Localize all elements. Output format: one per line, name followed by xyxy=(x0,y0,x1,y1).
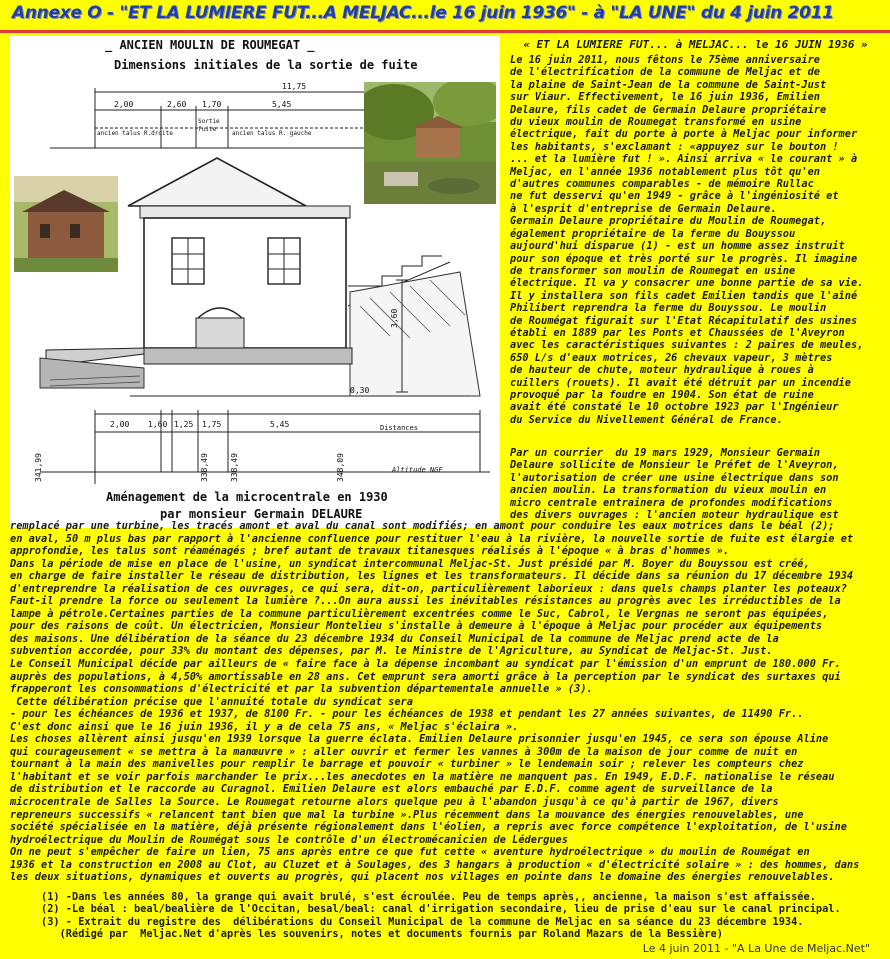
drawing-subheader: Dimensions initiales de la sortie de fuite xyxy=(114,58,418,72)
text-line: Le 16 juin 2011, nous fêtons le 75ème anniversaire xyxy=(510,54,820,66)
text-line: Le Conseil Municipal décide par ailleurs de « faire face à la dépense incombant au syndicat par l'émission d'un emprunt de 180.000 Fr. xyxy=(10,658,841,671)
text-line: pour des raisons de coût. Un électricien, Monsieur Montelieu s'installe à demeure à l'époque à Meljac pour procéder aux équipements xyxy=(10,620,823,633)
text-line: Meljac, en l'année 1936 notablement plus tôt qu'en xyxy=(510,165,820,178)
text-line: en aval, 50 m plus bas par rapport à l'ancienne confluence pour restituer l'eau à la rivière, la nouvelle sortie de fuite est élargie et xyxy=(10,532,854,545)
text-line: avait été constaté le 10 octobre 1923 par l'Ingénieur xyxy=(510,401,839,414)
text-line: de transformer son moulin de Roumegat en usine xyxy=(510,264,796,277)
text-line: qui courageusement « se mettra à la manœuvre » : aller ouvrir et fermer les vannes à 300m de la maison de jour comme de nuit en xyxy=(10,745,798,758)
outflow-label: Sortie fuite xyxy=(198,118,220,133)
banner xyxy=(0,0,890,34)
bottom-dimension-1: 2,00 xyxy=(110,420,130,429)
article-paragraph-2 xyxy=(510,447,839,521)
text-line: de distribution et le raccorde au Curagnol. Emilien Delaure est alors embauché par E.D.F. comme agent de surveillance de la xyxy=(10,783,773,796)
bottom-dimension-3: 1,25 xyxy=(174,420,194,429)
bottom-dimension-2: 1,60 xyxy=(148,420,168,429)
text-line: On ne peut s'empêcher de faire un lien, 75 ans après entre ce que fut cette « aventure hydroélectrique » du moulin de Roumégat en xyxy=(10,846,810,859)
page-title: Annexe O - "ET LA LUMIERE FUT...A MELJAC...le 16 juin 1936" - à "LA UNE" du 4 juin 2011 xyxy=(12,3,834,23)
text-line: Il y installera son fils cadet Emilien tandis que l'aîné xyxy=(510,289,858,302)
article-title: « ET LA LUMIERE FUT... à MELJAC... le 16 JUIN 1936 » xyxy=(523,38,868,51)
text-line: Philibert reprendra la ferme du Bouyssou. Le moulin xyxy=(510,302,827,315)
text-line: les habitants, s'exclamant : «appuyez sur le bouton ! xyxy=(510,140,839,153)
low-dimension: 0,30 xyxy=(350,386,370,395)
top-dimension-1: 2,00 xyxy=(114,100,134,109)
text-line: Faut-il prendre la force ou seulement la lumière ?...On aura aussi les inévitables résistances au progrès avec les irréductibles de la xyxy=(10,595,841,608)
text-line: 650 L/s d'eaux motrices, 26 chevaux vapeur, 3 mètres xyxy=(510,351,833,364)
text-line: Dans la période de mise en place de l'usine, un syndicat intercommunal Meljac-St. Just présidé par M. Boyer du Bouyssou est créé, xyxy=(10,557,810,570)
article-body xyxy=(10,520,888,884)
text-line: l'autorisation de créer une usine électrique dans son xyxy=(510,471,839,484)
text-line: aujourd'hui disparue (1) - est un homme assez instruit xyxy=(510,240,845,253)
text-line: de Roumégat figurait sur l'Etat Récapitulatif des usines xyxy=(510,314,858,327)
text-line: approfondie, les talus sont réaménagés ; bref autant de travaux titanesques réalisés à l'époque « à bras d'hommes ». xyxy=(10,545,730,558)
drawing-caption-line1: Aménagement de la microcentrale en 1930 xyxy=(106,490,388,504)
text-line: Germain Delaure propriétaire du Moulin de Roumegat, xyxy=(510,215,827,228)
text-line: électrique, fait du porte à porte à Meljac pour informer xyxy=(510,128,858,141)
text-line: Par un courrier du 19 mars 1929, Monsieur Germain xyxy=(510,447,820,459)
text-line: repreneurs successifs « relancent tant bien que mal la turbine ».Plus récemment dans la mouvance des énergies renouvelables, une xyxy=(10,808,804,821)
text-line: de hauteur de chute, moteur hydraulique à roues à xyxy=(510,364,814,377)
footnote-line: (2) -Le béal : beal/bealière de l'Occitan, besal/beal: canal d'irrigation secondaire, lieu de prise d'eau sur le canal principal. xyxy=(10,903,841,916)
text-line: de l'électrification de la commune de Meljac et de xyxy=(510,66,820,79)
text-line: l'habitant et se voir parfois marchander le prix...les anecdotes en la matière ne manquent pas. En 1949, E.D.F. nationalise le réseau xyxy=(10,770,835,783)
text-line: Les choses allèrent ainsi jusqu'en 1939 lorsque la guerre éclata. Emilien Delaure prisonnier jusqu'en 1945, ce sera son épouse Aline xyxy=(10,733,829,746)
altitude-2: 338,49 xyxy=(200,453,209,482)
photo-mill-river xyxy=(364,82,496,204)
distances-label: Distances xyxy=(380,424,418,432)
top-dimension-4: 5,45 xyxy=(272,100,292,109)
text-line: les deux situations, dynamiques et ouverts au progrès, qui placent nos villages en pointe dans le domaine des énergies renouvelables. xyxy=(10,871,835,884)
signature: Le 4 juin 2011 - "A La Une de Meljac.Net" xyxy=(642,942,870,955)
text-line: d'autres communes comparables - de mémoire Rullac xyxy=(510,178,814,191)
footnote-line: (3) - Extrait du registre des délibérations du Conseil Municipal de la commune de Meljac en sa séance du 23 décembre 1934. xyxy=(10,915,804,928)
text-line: ne fut desservi qu'en 1949 - grâce à l'ingéniosité et xyxy=(510,190,839,203)
text-line: du Service du Nivellement Général de France. xyxy=(510,413,783,426)
bottom-dimension-5: 5,45 xyxy=(270,420,290,429)
text-line: avec les caractéristiques suivantes : 2 paires de meules, xyxy=(510,339,864,352)
text-line: des maisons. Une délibération de la séance du 23 décembre 1934 du Conseil Municipal de la commune de Meljac prend acte de la xyxy=(10,632,779,645)
altitude-label: Altitude NGF xyxy=(392,466,443,474)
text-line: du vieux moulin de Roumegat transformé en usine xyxy=(510,116,802,129)
text-line: la plaine de Saint-Jean de la commune de Saint-Just xyxy=(510,78,827,91)
footnote-line: (1) -Dans les années 80, la grange qui avait brulé, s'est écroulée. Peu de temps après,, ancienne, la maison s'est affaissée. xyxy=(10,891,816,903)
text-line: sur Viaur. Effectivement, le 16 juin 1936, Emilien xyxy=(510,91,820,104)
text-line: des divers ouvrages : l'ancien moteur hydraulique est xyxy=(510,509,839,522)
photo-mill-river-image xyxy=(364,82,496,204)
text-line: - pour les échéances de 1936 et 1937, de 8100 Fr. - pour les échéances de 1938 et pendant les 27 années suivantes, de 11490 Fr.. xyxy=(10,708,804,721)
photo-mill-building xyxy=(14,176,118,272)
altitude-1: 341,99 xyxy=(34,453,43,482)
top-dimension-3: 1,70 xyxy=(202,100,222,109)
drawing-header: _ ANCIEN MOULIN DE ROUMEGAT _ xyxy=(105,38,315,52)
banner-divider xyxy=(0,30,890,33)
text-line: C'est donc ainsi que le 16 juin 1936, il y a de cela 75 ans, « Meljac s'éclaira ». xyxy=(10,720,519,733)
text-line: en charge de faire installer le réseau de distribution, les lignes et les transformateurs. Il décide dans sa réunion du 17 décembre 1934 xyxy=(10,570,854,583)
text-line: lampe à pétrole.Certaines parties de la commune particulièrement excentrées comme le Suc, Cabrol, le Vergnas ne seront pas équipées, xyxy=(10,607,829,620)
top-total-dimension: 11,75 xyxy=(282,82,307,91)
height-dimension: 3,60 xyxy=(390,308,399,328)
text-line: Cette délibération précise que l'annuité totale du syndicat sera xyxy=(10,695,413,708)
top-dimension-2: 2,60 xyxy=(167,100,187,109)
text-line: frapperont les consommations d'électricité et par la subvention départementale annuelle » (3). xyxy=(10,683,593,696)
text-line: société spécialisée en la matière, déjà présente régionalement dans l'éolien, a repris avec force compétence l'exploitation, de l'usine xyxy=(10,821,847,834)
text-line: d'entreprendre la réalisation de ces ouvrages, ce qui sera, dit-on, particulièrement laborieux : dans quels champs planter les poteaux? xyxy=(10,582,847,595)
text-line: Delaure, fils cadet de Germain Delaure propriétaire xyxy=(510,103,827,116)
bottom-dimension-4: 1,75 xyxy=(202,420,222,429)
text-line: provoqué par la foudre en 1904. Son état de ruine xyxy=(510,388,814,401)
photo-mill-building-image xyxy=(14,176,118,272)
text-line: subvention accordée, pour 33% du montant des dépenses, par M. le Ministre de l'Agriculture, au Syndicat de Meljac-St. Just. xyxy=(10,645,773,658)
text-line: cuillers (rouets). Il avait été détruit par un incendie xyxy=(510,376,851,389)
text-line: ... et la lumière fut ! ». Ainsi arriva « le courant » à xyxy=(510,153,858,166)
article-paragraph-1 xyxy=(510,54,863,426)
text-line: ancien moulin. La transformation du vieux moulin en xyxy=(510,484,827,497)
text-line: remplacé par une turbine, les tracés amont et aval du canal sont modifiés; en amont pour conduire les eaux motrices dans le béal (2); xyxy=(10,520,835,532)
altitude-3: 338,49 xyxy=(230,453,239,482)
footnote-line: (Rédigé par Meljac.Net d'après les souvenirs, notes et documents fournis par Roland Mazars de la Bessière) xyxy=(10,928,723,941)
text-line: à l'esprit d'entreprise de Germain Delaure. xyxy=(510,202,777,215)
text-line: micro centrale entrainera de profondes modifications xyxy=(510,496,833,509)
altitude-4: 348,09 xyxy=(336,453,345,482)
text-line: hydroélectrique du Moulin de Roumégat sous le contrôle d'un électromécanicien de Lédergues xyxy=(10,833,568,846)
text-line: 1936 et la construction en 2008 au Clot, au Cluzet et à Soulages, des 3 hangars à production « d'électricité solaire » : des hommes, dans xyxy=(10,858,860,871)
drawing-caption-line2: par monsieur Germain DELAURE xyxy=(160,507,363,521)
footnotes xyxy=(10,891,888,941)
right-bank-label: ancien talus R. gauche xyxy=(232,130,312,137)
text-line: Delaure sollicite de Monsieur le Préfet de l'Aveyron, xyxy=(510,459,839,472)
text-line: microcentrale de Salles la Source. Le Roumegat retourne alors quelque peu à l'abandon jusqu'à ce qu'à partir de 1967, divers xyxy=(10,796,779,809)
text-line: établi en 1889 par les Ponts et Chaussées de l'Aveyron xyxy=(510,326,845,339)
text-line: tournant à la main des manivelles pour remplir le barrage et pouvoir « turbiner » le lendemain soir ; relever les compteurs chez xyxy=(10,758,804,771)
text-line: pour son époque et très porté sur le progrès. Il imagine xyxy=(510,252,858,265)
text-line: électrique. Il va y consacrer une bonne partie de sa vie. xyxy=(510,277,864,290)
text-line: auprès des populations, à 4,50% amortissable en 28 ans. Cet emprunt sera amorti grâce à la perception par le syndicat des surtaxes qui xyxy=(10,670,841,683)
left-bank-label: ancien talus R.droite xyxy=(97,130,173,137)
text-line: également propriétaire de la ferme du Bouyssou xyxy=(510,227,796,240)
